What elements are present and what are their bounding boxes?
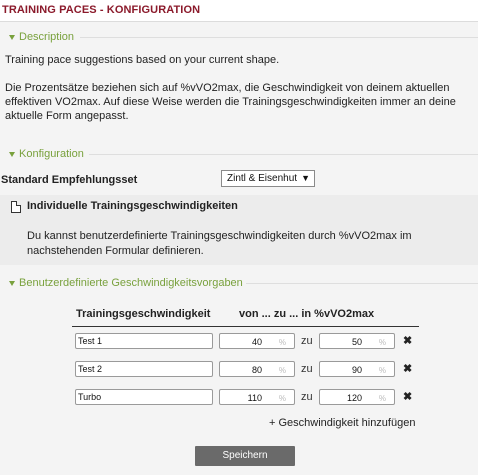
zu-label: zu [301, 391, 313, 403]
delete-icon[interactable]: ✖ [403, 363, 413, 375]
pace-to-input[interactable] [319, 361, 395, 377]
pace-name-input[interactable]: Test 2 [75, 361, 213, 377]
percent-unit: % [278, 366, 286, 375]
zu-label: zu [301, 363, 313, 375]
title-bar [0, 0, 478, 22]
standard-set-label: Standard Empfehlungsset [1, 174, 138, 186]
pace-from-input[interactable] [219, 361, 295, 377]
save-button[interactable]: Speichern [195, 446, 295, 466]
add-pace-link[interactable]: + Geschwindigkeit hinzufügen [269, 417, 416, 429]
table-header-divider [72, 326, 419, 327]
pace-name-input[interactable]: Test 1 [75, 333, 213, 349]
document-icon [11, 201, 21, 213]
percent-unit: % [278, 394, 286, 403]
pace-to-input[interactable] [319, 333, 395, 349]
page-title: TRAINING PACES - KONFIGURATION [2, 4, 201, 16]
pace-to-value: 50 [351, 337, 362, 347]
percent-unit: % [378, 366, 386, 375]
chevron-down-icon [9, 152, 15, 157]
info-title: Individuelle Trainingsgeschwindigkeiten [27, 200, 238, 212]
delete-icon[interactable]: ✖ [403, 335, 413, 347]
description-para-line2: effektiven VO2max. Auf diese Weise werden die Trainingsgeschwindigkeiten immer an deine [5, 96, 456, 108]
description-line1: Training pace suggestions based on your current shape. [5, 54, 280, 66]
chevron-down-icon [9, 281, 15, 286]
section-description-label: Description [19, 31, 75, 43]
pace-from-input[interactable] [219, 389, 295, 405]
zu-label: zu [301, 335, 313, 347]
section-konfiguration-toggle[interactable] [8, 147, 84, 161]
pace-to-input[interactable] [319, 389, 395, 405]
pace-from-value: 80 [251, 365, 262, 375]
pace-to-value: 120 [346, 393, 362, 403]
delete-icon[interactable]: ✖ [403, 391, 413, 403]
pace-from-value: 40 [251, 337, 262, 347]
standard-set-select[interactable] [221, 170, 315, 187]
section-konfiguration-label: Konfiguration [19, 148, 84, 160]
pace-from-input[interactable] [219, 333, 295, 349]
info-text-line2: nachstehenden Formular definieren. [27, 245, 204, 257]
dropdown-arrow-icon: ▼ [301, 173, 310, 183]
standard-set-value: Zintl & Eisenhut [227, 173, 298, 184]
info-text-line1: Du kannst benutzerdefinierte Trainingsgeschwindigkeiten durch %vVO2max im [27, 230, 412, 242]
section-description-toggle[interactable] [8, 30, 74, 44]
description-para-line3: aktuelle Form angepasst. [5, 110, 129, 122]
percent-unit: % [378, 394, 386, 403]
percent-unit: % [378, 338, 386, 347]
column-header-name: Trainingsgeschwindigkeit [76, 308, 211, 320]
pace-name-input[interactable]: Turbo [75, 389, 213, 405]
pace-from-value: 110 [247, 393, 262, 403]
column-header-range: von ... zu ... in %vVO2max [239, 308, 375, 320]
section-custom-toggle[interactable] [8, 276, 243, 290]
chevron-down-icon [9, 35, 15, 40]
description-para-line1: Die Prozentsätze beziehen sich auf %vVO2max, die Geschwindigkeit von deinem aktuellen [5, 82, 450, 94]
percent-unit: % [278, 338, 286, 347]
section-custom-label: Benutzerdefinierte Geschwindigkeitsvorgaben [19, 277, 243, 289]
pace-to-value: 90 [351, 365, 362, 375]
